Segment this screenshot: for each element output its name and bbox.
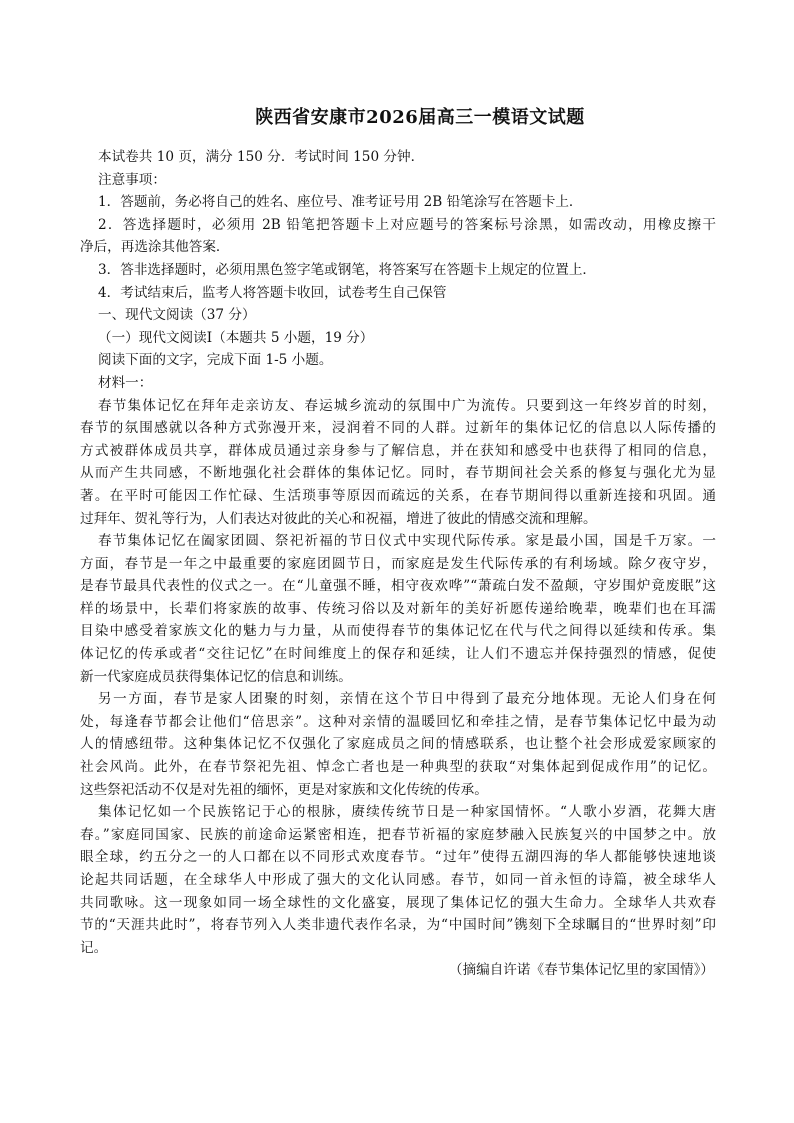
paragraph-line: 这些祭祀活动不仅是对先祖的缅怀，更是对家族和文化传统的传承。 (80, 781, 488, 798)
paragraph-line: 眼全球，约五分之一的人口都在以不同形式欢度春节。“过年”使得五湖四海的华人都能够快速地谈 (80, 849, 716, 866)
paragraph-line: 春节集体记忆在拜年走亲访友、春运城乡流动的氛围中广为流传。只要到这一年终岁首的时刻， (98, 397, 716, 414)
paragraph-line: 记。 (80, 939, 108, 956)
instruction-line: 材料一： (98, 374, 153, 391)
paragraph (80, 688, 716, 801)
exam-instructions (80, 146, 716, 395)
instruction-line: （一）现代文阅读I（本题共 5 小题，19 分） (98, 329, 374, 346)
instruction-line: 2．答选择题时，必须用 2B 铅笔把答题卡上对应题号的答案标号涂黑，如需改动，用橡皮擦干 (98, 216, 716, 233)
paragraph (80, 530, 716, 688)
paragraph-line: 春节集体记忆在阖家团圆、祭祀祈福的节日仪式中实现代际传承。家是最小国，国是千万家。一 (98, 533, 716, 550)
paragraph-line: 节的“天涯共此时”，将春节列入人类非遗代表作名录，为“中国时间”镌刻下全球瞩目的“世界时刻”印 (80, 917, 716, 934)
instruction-line: 净后，再选涂其他答案． (80, 239, 230, 256)
paragraph-line: 处，每逢春节都会让他们“倍思亲”。这种对亲情的温暖回忆和牵挂之情，是春节集体记忆中最为动 (80, 713, 716, 730)
paragraph-line: 新一代家庭成员获得集体记忆的信息和训练。 (80, 668, 352, 685)
paragraph-line: 集体记忆如一个民族铭记于心的根脉，赓续传统节日是一种家国情怀。“人歌小岁酒，花舞大唐 (98, 804, 716, 821)
paragraph-line: 社会风尚。此外，在春节祭祀先祖、悼念亡者也是一种典型的获取“对集体起到促成作用”的记忆。 (80, 759, 716, 776)
paragraph-line: 著。在平时可能因工作忙碌、生活琐事等原因而疏远的关系，在春节期间得以重新连接和巩固。通 (80, 487, 716, 504)
paragraph-line: 体记忆的传承或者“交往记忆”在时间维度上的保存和延续，让人们不遗忘并保持强烈的情感，促使 (80, 646, 716, 663)
paragraph-line: 人的情感纽带。这种集体记忆不仅强化了家庭成员之间的情感联系，也让整个社会形成爱家顾家的 (80, 736, 716, 753)
paragraph-line: 从而产生共同感，不断地强化社会群体的集体记忆。同时，春节期间社会关系的修复与强化尤为显 (80, 465, 716, 482)
instruction-line: 注意事项： (98, 171, 166, 188)
instruction-line: 3．答非选择题时，必须用黑色签字笔或钢笔，将答案写在答题卡上规定的位置上． (98, 261, 597, 278)
document-body (80, 146, 716, 982)
instruction-line: 4．考试结束后，监考人将答题卡收回，试卷考生自己保管 (98, 284, 447, 301)
paragraph (80, 395, 716, 531)
instruction-line: 本试卷共 10 页，满分 150 分．考试时间 150 分钟． (98, 149, 425, 165)
paragraph-line: 春。”家庭同国家、民族的前途命运紧密相连，把春节祈福的家庭梦融入民族复兴的中国梦之中。放 (80, 826, 716, 843)
paragraph-line: 论起共同话题，在全球华人中形成了强大的文化认同感。春节，如同一首永恒的诗篇，被全球华人 (80, 872, 716, 888)
paragraph-line: 方面，春节是一年之中最重要的家庭团圆节日，而家庭是发生代际传承的有利场域。除夕夜守岁， (80, 555, 716, 572)
paragraph-line: 共同歌咏。这一现象如同一场全球性的文化盛宴，展现了集体记忆的强大生命力。全球华人共欢春 (80, 894, 716, 911)
paragraph-line: 样的场景中，长辈们将家族的故事、传统习俗以及对新年的美好祈愿传递给晚辈，晚辈们也在耳濡 (80, 600, 716, 617)
page-title: 陕西省安康市2026届高三一模语文试题 (255, 107, 585, 128)
citation: （摘编自许诺《春节集体记忆里的家国情》） (448, 962, 714, 979)
paragraph-line: 是春节最具代表性的仪式之一。在“儿童强不睡，相守夜欢哗”“萧疏白发不盈颠，守岁围炉竟废眠”这 (80, 578, 716, 595)
reading-material (80, 395, 716, 960)
paragraph-line: 方式被群体成员共享，群体成员通过亲身参与了解信息，并在获知和感受中也获得了相同的信息， (80, 442, 716, 459)
paragraph-line: 春节的氛围感就以各种方式弥漫开来，浸润着不同的人群。过新年的集体记忆的信息以人际传播的 (80, 420, 716, 437)
instruction-line: 1．答题前，务必将自己的姓名、座位号、准考证号用 2B 铅笔涂写在答题卡上． (98, 194, 583, 211)
paragraph (80, 801, 716, 959)
instruction-line: 一、现代文阅读（37 分） (98, 307, 256, 324)
paragraph-line: 过拜年、贺礼等行为，人们表达对彼此的关心和祝福，增进了彼此的情感交流和理解。 (80, 510, 597, 527)
paragraph-line: 另一方面，春节是家人团聚的时刻，亲情在这个节日中得到了最充分地体现。无论人们身在何 (98, 691, 716, 708)
paragraph-line: 目染中感受着家族文化的魅力与力量，从而使得春节的集体记忆在代与代之间得以延续和传承。集 (80, 623, 716, 640)
instruction-line: 阅读下面的文字，完成下面 1-5 小题。 (98, 352, 333, 369)
